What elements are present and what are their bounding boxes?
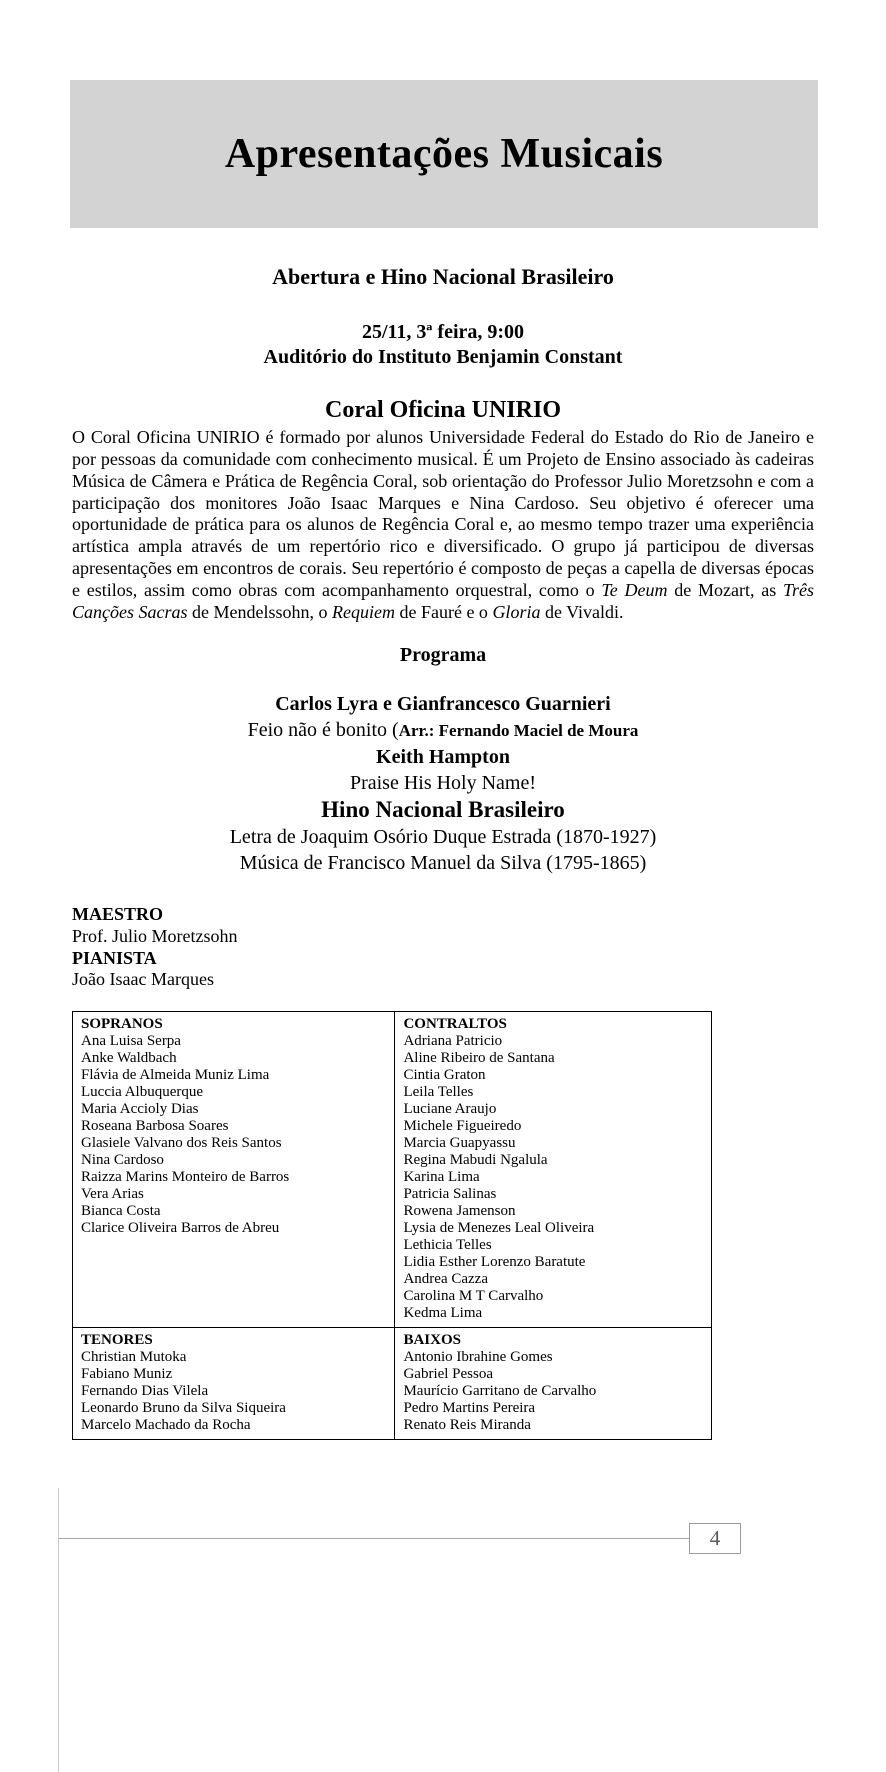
singer-name: Raizza Marins Monteiro de Barros [81, 1168, 290, 1185]
baixos-cell [395, 1327, 712, 1439]
program-composer: Carlos Lyra e Gianfrancesco Guarnieri [275, 693, 611, 716]
singer-name: Lethicia Telles [403, 1236, 492, 1253]
sopranos-cell [73, 1011, 395, 1327]
singer-name: Nina Cardoso [81, 1151, 164, 1168]
singer-name: Fernando Dias Vilela [81, 1382, 209, 1399]
maestro-name: Prof. Julio Moretzsohn [72, 925, 238, 946]
singer-name: Cintia Graton [403, 1066, 486, 1083]
tenores-cell [73, 1327, 395, 1439]
pianista-name: João Isaac Marques [72, 969, 214, 990]
singer-name: Glasiele Valvano dos Reis Santos [81, 1134, 282, 1151]
contraltos-list [403, 1033, 703, 1322]
singer-name: Kedma Lima [403, 1304, 483, 1321]
singer-name: Maurício Garritano de Carvalho [403, 1382, 597, 1399]
program-list [72, 691, 814, 876]
page-edge-line [58, 1488, 59, 1772]
singer-name: Andrea Cazza [403, 1270, 488, 1287]
contraltos-header: CONTRALTOS [403, 1015, 507, 1032]
description-text: de Mendelssohn, o [187, 601, 332, 622]
baixos-list [403, 1349, 703, 1434]
event-datetime: 25/11, 3ª feira, 9:00 [361, 321, 525, 344]
singer-name: Leila Telles [403, 1083, 474, 1100]
tenores-list [81, 1349, 386, 1434]
piece-arranger: Arr.: Fernando Maciel de Moura [398, 721, 639, 741]
staff-block [72, 904, 814, 990]
singer-name: Karina Lima [403, 1168, 480, 1185]
singer-name: Christian Mutoka [81, 1348, 187, 1365]
sopranos-list [81, 1033, 386, 1237]
program-piece: Praise His Holy Name! [349, 772, 537, 795]
sopranos-header: SOPRANOS [81, 1015, 163, 1032]
singer-name: Gabriel Pessoa [403, 1365, 494, 1382]
maestro-label: MAESTRO [72, 904, 164, 925]
choir-name: Coral Oficina UNIRIO [325, 397, 561, 424]
page-number-box [689, 1523, 741, 1554]
singer-name: Rowena Jamenson [403, 1202, 516, 1219]
pianista-label: PIANISTA [72, 947, 157, 968]
description-text: de Fauré e o [394, 601, 493, 622]
singer-name: Pedro Martins Pereira [403, 1399, 536, 1416]
work-title-italic: Requiem [331, 601, 395, 622]
event-meta [72, 320, 814, 370]
anthem-lyrics-credit: Letra de Joaquim Osório Duque Estrada (1870-1927) [229, 826, 657, 849]
event-venue: Auditório do Instituto Benjamin Constant [263, 346, 623, 369]
singer-name: Roseana Barbosa Soares [81, 1117, 229, 1134]
singer-name: Patricia Salinas [403, 1185, 497, 1202]
title-banner [70, 80, 818, 228]
description-text: de Mozart, as [667, 579, 783, 600]
singers-roster-table [72, 1011, 712, 1440]
choir-description [72, 427, 814, 623]
singer-name: Michele Figueiredo [403, 1117, 522, 1134]
singer-name: Fabiano Muniz [81, 1365, 173, 1382]
page-title: Apresentações Musicais [224, 131, 664, 177]
piece-title: Feio não é bonito ( [247, 719, 399, 742]
singer-name: Anke Waldbach [81, 1049, 177, 1066]
anthem-music-credit: Música de Francisco Manuel da Silva (1795-1865) [239, 852, 647, 875]
singer-name: Bianca Costa [81, 1202, 161, 1219]
contraltos-cell [395, 1011, 712, 1327]
table-row [73, 1011, 712, 1327]
singer-name: Regina Mabudi Ngalula [403, 1151, 548, 1168]
singer-name: Clarice Oliveira Barros de Abreu [81, 1219, 280, 1236]
program-heading: Programa [399, 644, 487, 667]
singer-name: Luciane Araujo [403, 1100, 497, 1117]
work-title-italic: Te Deum [601, 579, 668, 600]
singer-name: Marcia Guapyassu [403, 1134, 516, 1151]
footer-divider [59, 1538, 689, 1539]
anthem-title: Hino Nacional Brasileiro [321, 797, 565, 823]
table-row [73, 1327, 712, 1439]
page-number: 4 [709, 1526, 721, 1550]
work-title-italic: Três Canções Sacras [72, 579, 815, 622]
singer-name: Ana Luisa Serpa [81, 1032, 181, 1049]
event-title: Abertura e Hino Nacional Brasileiro [272, 264, 614, 289]
singer-name: Lysia de Menezes Leal Oliveira [403, 1219, 595, 1236]
singer-name: Leonardo Bruno da Silva Siqueira [81, 1399, 286, 1416]
program-composer: Keith Hampton [376, 746, 510, 769]
tenores-header: TENORES [81, 1331, 153, 1348]
singer-name: Lidia Esther Lorenzo Baratute [403, 1253, 586, 1270]
singer-name: Maria Accioly Dias [81, 1100, 199, 1117]
singer-name: Marcelo Machado da Rocha [81, 1416, 251, 1433]
description-text: O Coral Oficina UNIRIO é formado por alunos Universidade Federal do Estado do Rio de Janeiro e por pessoas da comunidade com conhecimento musical. É um Projeto de Ensino associado às cadeiras Música de Câmera e Prática de Regência Coral, sob orientação do Professor Julio Moretzsohn e com a participação dos monitores João Isaac Marques e Nina Cardoso. Seu objetivo é oferecer uma oportunidade de prática para os alunos de Regência Coral e, ao mesmo tempo trazer uma experiência artística ampla através de um repertório rico e diversificado. O grupo já participou de diversas apresentações em encontros de corais. Seu repertório é composto de peças a capella de diversas épocas e estilos, assim como obras com acompanhamento orquestral, como o [72, 427, 814, 600]
singer-name: Vera Arias [81, 1185, 144, 1202]
work-title-italic: Gloria [492, 601, 541, 622]
baixos-header: BAIXOS [403, 1331, 461, 1348]
singer-name: Carolina M T Carvalho [403, 1287, 544, 1304]
singer-name: Luccia Albuquerque [81, 1083, 204, 1100]
singer-name: Aline Ribeiro de Santana [403, 1049, 555, 1066]
description-text: de Vivaldi. [540, 601, 624, 622]
singer-name: Antonio Ibrahine Gomes [403, 1348, 553, 1365]
page-content [72, 264, 814, 1440]
singer-name: Renato Reis Miranda [403, 1416, 531, 1433]
singer-name: Adriana Patricio [403, 1032, 503, 1049]
program-piece [72, 717, 814, 744]
singer-name: Flávia de Almeida Muniz Lima [81, 1066, 270, 1083]
